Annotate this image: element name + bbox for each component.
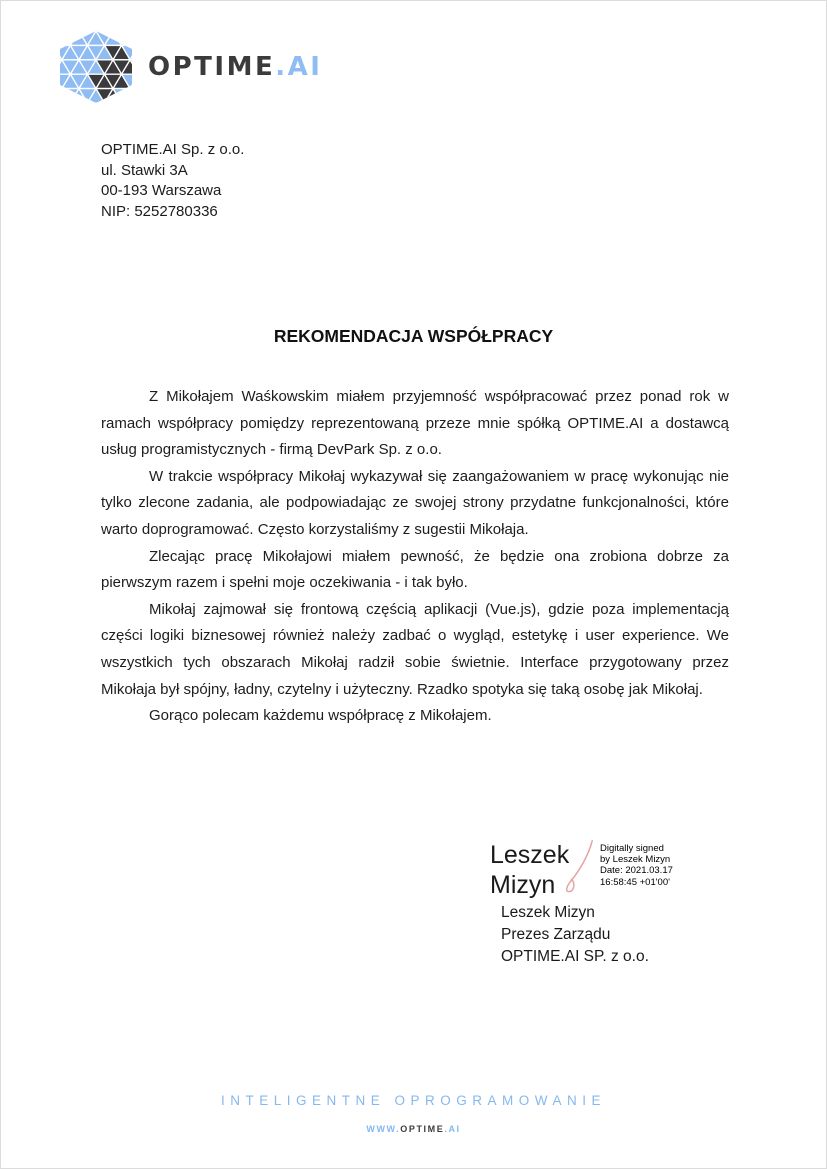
stamp-detail-line: Digitally signed (600, 843, 664, 854)
signature-swoosh-icon (564, 837, 596, 899)
signer-company: OPTIME.AI SP. z o.o. (501, 948, 649, 965)
logo-hexagon-icon (58, 31, 134, 103)
footer-tagline: INTELIGENTNE OPROGRAMOWANIE (220, 1093, 607, 1108)
logo-brand-text: OPTIME (148, 52, 276, 82)
paragraph: Zlecając pracę Mikołajowi miałem pewność, że będzie ona zrobiona dobrze za pierwszym razem i spełni moje oczekiwania - i tak było. (101, 547, 729, 592)
logo-suffix-text: .AI (275, 52, 323, 82)
footer-website (1, 1124, 826, 1134)
signature-stamp (490, 837, 673, 900)
paragraph: Mikołaj zajmował się frontową częścią aplikacji (Vue.js), gdzie poza implementacją części logiki biznesowej również należy zadbać o wygląd, estetykę i user experience. We wszystkich tych obszarach Mikołaj radził sobie świetnie. Interface przygotowany przez Mikołaja był spójny, ładny, czytelny i użyteczny. Rzadko spotyka się taką osobę jak Mikołaj. (101, 600, 729, 698)
sender-city: 00-193 Warszawa (101, 182, 222, 199)
stamp-detail-line: 16:58:45 +01'00' (600, 876, 670, 888)
letter-body (101, 384, 729, 730)
digital-signature-block (490, 837, 673, 968)
company-logo (58, 31, 322, 103)
document-title: REKOMENDACJA WSPÓŁPRACY (273, 326, 554, 346)
website-prefix: WWW. (366, 1124, 401, 1134)
sender-address-block (101, 140, 244, 222)
paragraph: Z Mikołajem Waśkowskim miałem przyjemność współpracować przez ponad rok w ramach współpracy pomiędzy reprezentowaną przeze mnie spółką OPTIME.AI a dostawcą usług programistycznych - firmą DevPark Sp. z o.o. (101, 388, 729, 459)
signer-info (501, 902, 673, 968)
paragraph: Gorąco polecam każdemu współpracę z Mikołajem. (149, 707, 492, 725)
sender-street: ul. Stawki 3A (101, 161, 188, 179)
signature-stamp-details (600, 837, 673, 888)
website-brand: OPTIME (400, 1124, 445, 1134)
logo-wordmark (148, 52, 322, 82)
signer-name: Leszek Mizyn (501, 904, 595, 921)
signer-title: Prezes Zarządu (501, 926, 611, 943)
stamp-detail-line: Date: 2021.03.17 (600, 865, 673, 877)
website-suffix: .AI (444, 1124, 461, 1134)
stamp-detail-line: by Leszek Mizyn (600, 854, 671, 866)
paragraph: W trakcie współpracy Mikołaj wykazywał się zaangażowaniem w pracę wykonując nie tylko zlecone zadania, ale podpowiadając ze swojej strony przydatne funkcjonalności, które warto doprogramować. Często korzystaliśmy z sugestii Mikołaja. (101, 467, 729, 538)
sender-company: OPTIME.AI Sp. z o.o. (101, 141, 245, 158)
sender-nip: NIP: 5252780336 (101, 202, 218, 220)
page-footer (1, 1093, 826, 1134)
signature-stamp-name: Leszek Mizyn (490, 841, 570, 899)
